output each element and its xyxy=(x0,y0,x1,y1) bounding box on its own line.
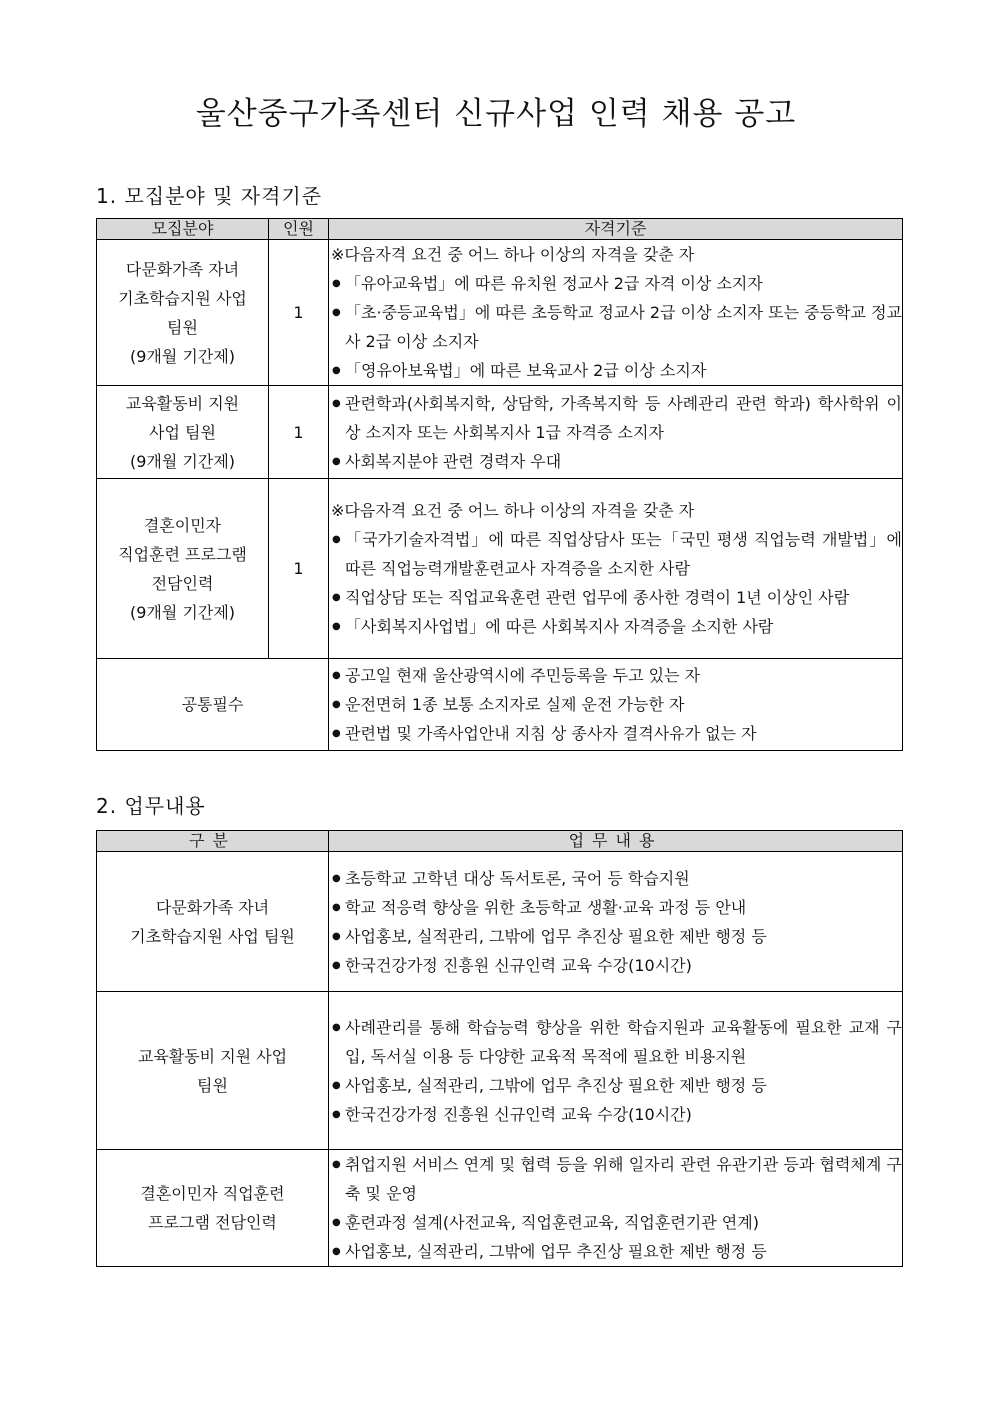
list-item: ● 「국가기술자격법」에 따른 직업상담사 또는「국민 평생 직업능력 개발법」에 따른 직업능력개발훈련교사 자격증을 소지한 사람 xyxy=(329,525,902,583)
duties-table xyxy=(96,830,903,1267)
field-cell xyxy=(97,240,269,386)
bullet-icon: ● xyxy=(332,1108,341,1120)
list-item: ● 직업상담 또는 직업교육훈련 관련 업무에 종사한 경력이 1년 이상인 사람 xyxy=(329,583,902,612)
common-label: 공통필수 xyxy=(97,659,329,751)
section-2-heading: 2. 업무내용 xyxy=(96,794,206,818)
field-line: 결혼이민자 xyxy=(143,515,222,535)
bullet-icon: ● xyxy=(332,397,341,409)
header-duties: 업무내용 xyxy=(329,831,903,852)
criteria-cell xyxy=(329,479,903,659)
table-row xyxy=(97,992,903,1150)
field-cell xyxy=(97,479,269,659)
list-item: ● 사업홍보, 실적관리, 그밖에 업무 추진상 필요한 제반 행정 등 xyxy=(329,1071,902,1100)
list-item: ● 학교 적응력 향상을 위한 초등학교 생활·교육 과정 등 안내 xyxy=(329,893,902,922)
table-row xyxy=(97,386,903,479)
bullet-icon: ● xyxy=(332,959,341,971)
bullet-icon: ● xyxy=(332,728,341,739)
list-item: ● 사업홍보, 실적관리, 그밖에 업무 추진상 필요한 제반 행정 등 xyxy=(329,1237,902,1266)
field-line: 직업훈련 프로그램 xyxy=(118,544,247,564)
list-item: ● 관련학과(사회복지학, 상담학, 가족복지학 등 사례관리 관련 학과) 학사학위 이상 소지자 또는 사회복지사 1급 자격증 소지자 xyxy=(329,389,902,447)
list-item: ● 사회복지분야 관련 경력자 우대 xyxy=(329,447,902,476)
bullet-icon: ● xyxy=(332,699,341,710)
list-item: ● 운전면허 1종 보통 소지자로 실제 운전 가능한 자 xyxy=(329,690,902,719)
category-cell xyxy=(97,852,329,992)
list-item: ● 「초·중등교육법」에 따른 초등학교 정교사 2급 이상 소지자 또는 중등학교 정교사 2급 이상 소지자 xyxy=(329,298,902,356)
header-field: 모집분야 xyxy=(97,219,269,240)
duties-cell xyxy=(329,852,903,992)
section-1-heading: 1. 모집분야 및 자격기준 xyxy=(96,184,323,208)
bullet-icon: ● xyxy=(332,534,341,545)
table-row xyxy=(97,659,903,751)
field-line: 다문화가족 자녀 xyxy=(125,259,240,279)
bullet-icon: ● xyxy=(332,1159,341,1170)
list-item: ● 「유아교육법」에 따른 유치원 정교사 2급 자격 이상 소지자 xyxy=(329,269,902,298)
category-line: 프로그램 전담인력 xyxy=(148,1213,277,1232)
field-line: (9개월 기간제) xyxy=(129,602,236,622)
list-item: ● 초등학교 고학년 대상 독서토론, 국어 등 학습지원 xyxy=(329,864,902,893)
table-header-row xyxy=(97,831,903,852)
list-item: ● 한국건강가정 진흥원 신규인력 교육 수강(10시간) xyxy=(329,951,902,980)
field-line: (9개월 기간제) xyxy=(129,346,236,366)
table-row xyxy=(97,852,903,992)
page-title: 울산중구가족센터 신규사업 인력 채용 공고 xyxy=(195,96,797,132)
category-line: 팀원 xyxy=(197,1075,228,1095)
category-cell xyxy=(97,992,329,1150)
list-item: ● 사업홍보, 실적관리, 그밖에 업무 추진상 필요한 제반 행정 등 xyxy=(329,922,902,951)
list-item: ● 관련법 및 가족사업안내 지침 상 종사자 결격사유가 없는 자 xyxy=(329,719,902,748)
list-item: ● 한국건강가정 진흥원 신규인력 교육 수강(10시간) xyxy=(329,1100,902,1129)
bullet-icon: ● xyxy=(332,592,341,603)
field-line: 팀원 xyxy=(167,317,198,337)
category-cell xyxy=(97,1150,329,1267)
table-row xyxy=(97,240,903,386)
field-cell xyxy=(97,386,269,479)
bullet-icon: ● xyxy=(332,1021,341,1033)
list-item: ● 공고일 현재 울산광역시에 주민등록을 두고 있는 자 xyxy=(329,661,902,690)
field-line: 교육활동비 지원 xyxy=(125,393,240,413)
bullet-icon: ● xyxy=(332,670,341,681)
duties-cell xyxy=(329,992,903,1150)
recruitment-criteria-table xyxy=(96,218,903,751)
bullet-icon: ● xyxy=(332,1217,341,1228)
bullet-icon: ● xyxy=(332,1079,341,1091)
list-item: ● 훈련과정 설계(사전교육, 직업훈련교육, 직업훈련기관 연계) xyxy=(329,1208,902,1237)
criteria-note: ※다음자격 요건 중 어느 하나 이상의 자격을 갖춘 자 xyxy=(331,501,695,520)
bullet-icon: ● xyxy=(332,901,341,913)
bullet-icon: ● xyxy=(332,307,341,318)
bullet-icon: ● xyxy=(332,621,341,632)
header-category: 구분 xyxy=(97,831,329,852)
table-header-row xyxy=(97,219,903,240)
bullet-icon: ● xyxy=(332,872,341,884)
table-row xyxy=(97,479,903,659)
count-cell: 1 xyxy=(269,386,329,479)
bullet-icon: ● xyxy=(332,365,341,376)
field-line: 전담인력 xyxy=(151,573,214,593)
category-line: 교육활동비 지원 사업 xyxy=(137,1046,288,1066)
list-item: ● 사례관리를 통해 학습능력 향상을 위한 학습지원과 교육활동에 필요한 교재 구입, 독서실 이용 등 다양한 교육적 목적에 필요한 비용지원 xyxy=(329,1013,902,1071)
bullet-icon: ● xyxy=(332,930,341,942)
count-cell: 1 xyxy=(269,240,329,386)
bullet-icon: ● xyxy=(332,278,341,289)
duties-cell xyxy=(329,1150,903,1267)
field-line: 사업 팀원 xyxy=(149,422,216,442)
criteria-cell xyxy=(329,386,903,479)
field-line: 기초학습지원 사업 xyxy=(118,288,247,308)
criteria-note: ※다음자격 요건 중 어느 하나 이상의 자격을 갖춘 자 xyxy=(331,245,695,264)
list-item: ● 「사회복지사업법」에 따른 사회복지사 자격증을 소지한 사람 xyxy=(329,612,902,641)
category-line: 기초학습지원 사업 팀원 xyxy=(130,926,295,946)
header-criteria: 자격기준 xyxy=(329,219,903,240)
bullet-icon: ● xyxy=(332,455,341,467)
table-row xyxy=(97,1150,903,1267)
list-item: ● 취업지원 서비스 연계 및 협력 등을 위해 일자리 관련 유관기관 등과 협력체계 구축 및 운영 xyxy=(329,1150,902,1208)
criteria-cell xyxy=(329,240,903,386)
count-cell: 1 xyxy=(269,479,329,659)
criteria-cell xyxy=(329,659,903,751)
header-count: 인원 xyxy=(269,219,329,240)
bullet-icon: ● xyxy=(332,1246,341,1257)
category-line: 결혼이민자 직업훈련 xyxy=(140,1184,285,1203)
field-line: (9개월 기간제) xyxy=(129,451,236,471)
list-item: ● 「영유아보육법」에 따른 보육교사 2급 이상 소지자 xyxy=(329,356,902,385)
category-line: 다문화가족 자녀 xyxy=(155,897,270,917)
